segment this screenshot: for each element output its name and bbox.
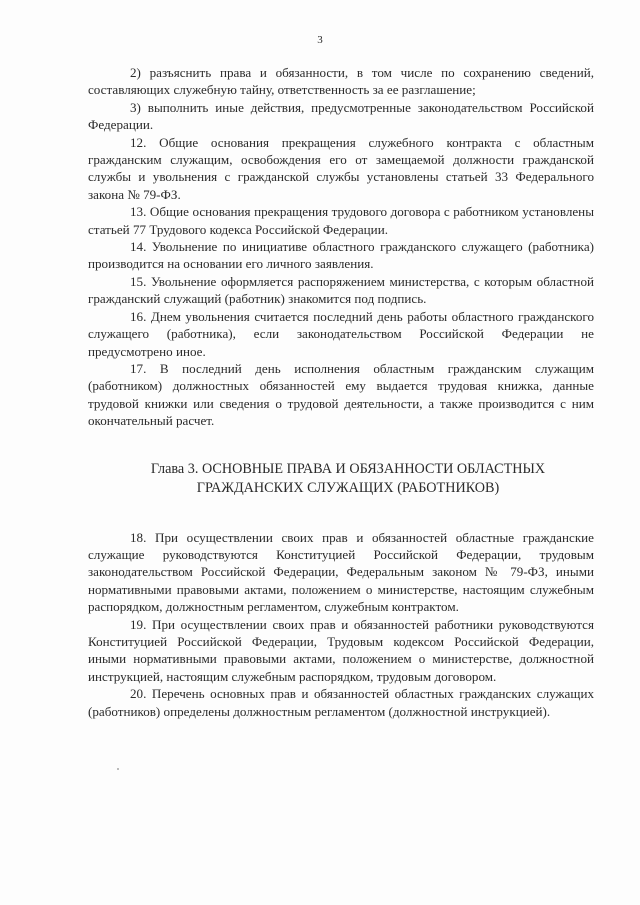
scan-speck xyxy=(117,768,119,770)
paragraph-16: 16. Днем увольнения считается последний день работы областного гражданского служащего (работника), если законодательством Российской Федерации не предусмотрено иное. xyxy=(88,308,594,359)
chapter-heading-line-1: Глава 3. ОСНОВНЫЕ ПРАВА И ОБЯЗАННОСТИ ОБЛАСТНЫХ xyxy=(150,460,546,477)
paragraph-3-other-actions: 3) выполнить иные действия, предусмотренные законодательством Российской Федерации. xyxy=(88,99,594,133)
paragraph-14: 14. Увольнение по инициативе областного гражданского служащего (работника) производится на основании его личного заявления. xyxy=(88,239,594,272)
page-number: 3 xyxy=(317,34,323,46)
paragraph-20: 20. Перечень основных прав и обязанностей областных гражданских служащих (работников) определены должностным регламентом (должностной инструкцией). xyxy=(88,686,594,719)
paragraph-15: 15. Увольнение оформляется распоряжением министерства, с которым областной гражданский служащий (работник) знакомится под подпись. xyxy=(88,273,594,307)
document-body xyxy=(88,64,594,720)
paragraph-17: 17. В последний день исполнения областным гражданским служащим (работником) должностных обязанностей ему выдается трудовая книжка, данные трудовой книжки или сведения о трудовой деятельности, а также производится с ним окончательный расчет. xyxy=(88,360,594,429)
chapter-heading xyxy=(88,460,594,498)
chapter-heading-line-2: ГРАЖДАНСКИХ СЛУЖАЩИХ (РАБОТНИКОВ) xyxy=(196,479,500,496)
paragraph-12: 12. Общие основания прекращения служебного контракта с областным гражданским служащим, освобождения его от замещаемой должности гражданской службы и увольнения с гражданской службы установлены статьей 33 Федерального закона № 79-ФЗ. xyxy=(88,134,594,202)
paragraph-19: 19. При осуществлении своих прав и обязанностей работники руководствуются Конституцией Российской Федерации, Трудовым кодексом Российской Федерации, иными нормативными правовыми актами, положением о министерстве, должностной инструкцией, настоящим служебным распорядком, трудовым договором. xyxy=(88,616,594,684)
paragraph-18: 18. При осуществлении своих прав и обязанностей областные гражданские служащие руководствуются Конституцией Российской Федерации, трудовым законодательством Российской Федерации, Федеральным законом № 79-ФЗ, иными нормативными правовыми актами, положением о министерстве, настоящим служебным распорядком, должностным регламентом, служебным контрактом. xyxy=(88,529,594,615)
paragraph-13: 13. Общие основания прекращения трудового договора с работником установлены статьей 77 Трудового кодекса Российской Федерации. xyxy=(88,204,594,237)
paragraph-2-clarify-rights: 2) разъяснить права и обязанности, в том числе по сохранению сведений, составляющих служебную тайну, ответственность за ее разглашение; xyxy=(88,65,594,98)
